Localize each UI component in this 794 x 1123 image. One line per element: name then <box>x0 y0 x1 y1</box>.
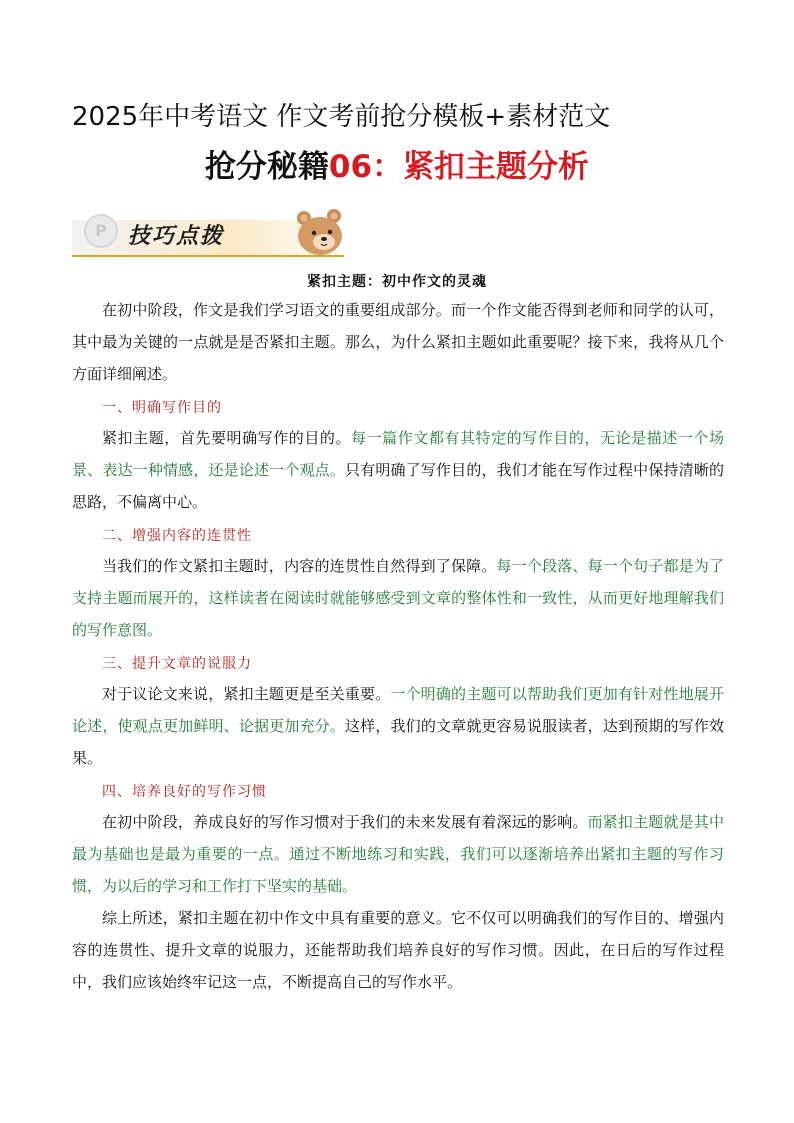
document-main-title: 2025年中考语文 作文考前抢分模板+素材范文 <box>72 102 611 132</box>
conclusion-paragraph: 综上所述，紧扣主题在初中作文中具有重要的意义。它不仅可以明确我们的写作目的、增强内容的连贯性、提升文章的说服力，还能帮助我们培养良好的写作习惯。因此，在日后的写作过程中，我们应该始终牢记这一点，不断提高自己的写作水平。 <box>72 909 724 991</box>
section-paragraph-3: 对于议论文来说，紧扣主题更是至关重要。一个明确的主题可以帮助我们更加有针对性地展开论述，使观点更加鲜明、论据更加充分。这样，我们的文章就更容易说服读者，达到预期的写作效果。 <box>72 685 724 767</box>
subtitle-red-part: 06：紧扣主题分析 <box>328 149 590 185</box>
section-heading-2: 二、增强内容的连贯性 <box>102 528 252 544</box>
coin-letter: P <box>95 221 107 240</box>
section-paragraph-4: 在初中阶段，养成良好的写作习惯对于我们的未来发展有着深远的影响。而紧扣主题就是其中最为基础也是最为重要的一点。通过不断地练习和实践，我们可以逐渐培养出紧扣主题的写作习惯，为以后的学习和工作打下坚实的基础。 <box>72 813 724 895</box>
highlight-text: 每一个段落、每一个句子都是为了支持主题而展开的，这样读者在阅读时就能够感受到文章的整体性和一致性，从而更好地理解我们的写作意图。 <box>72 557 724 639</box>
section-heading-3: 三、提升文章的说服力 <box>102 656 252 672</box>
section-heading-1: 一、明确写作目的 <box>102 400 222 416</box>
article-title: 紧扣主题：初中作文的灵魂 <box>307 274 487 290</box>
section-paragraph-1: 紧扣主题，首先要明确写作的目的。每一篇作文都有其特定的写作目的，无论是描述一个场景、表达一种情感，还是论述一个观点。只有明确了写作目的，我们才能在写作过程中保持清晰的思路，不偏离中心。 <box>72 429 724 511</box>
tips-banner <box>72 206 344 256</box>
section-paragraph-2: 当我们的作文紧扣主题时，内容的连贯性自然得到了保障。每一个段落、每一个句子都是为了支持主题而展开的，这样读者在阅读时就能够感受到文章的整体性和一致性，从而更好地理解我们的写作意图。 <box>72 557 724 639</box>
highlight-text: 一个明确的主题可以帮助我们更加有针对性地展开论述，使观点更加鲜明、论据更加充分。 <box>72 685 724 735</box>
document-subtitle <box>0 146 794 188</box>
coin-icon <box>84 214 118 248</box>
intro-paragraph: 在初中阶段，作文是我们学习语文的重要组成部分。而一个作文能否得到老师和同学的认可，其中最为关键的一点就是是否紧扣主题。那么，为什么紧扣主题如此重要呢？接下来，我将从几个方面详细阐述。 <box>72 301 724 383</box>
subtitle-black-part: 抢分秘籍 <box>204 149 329 185</box>
section-heading-4: 四、培养良好的写作习惯 <box>102 784 267 800</box>
banner-label: 技巧点拨 <box>128 224 225 249</box>
highlight-text: 而紧扣主题就是其中最为基础也是最为重要的一点。通过不断地练习和实践，我们可以逐渐培养出紧扣主题的写作习惯，为以后的学习和工作打下坚实的基础。 <box>72 813 724 895</box>
highlight-text: 每一篇作文都有其特定的写作目的，无论是描述一个场景、表达一种情感，还是论述一个观点。 <box>72 429 724 479</box>
bear-mascot-icon <box>290 206 354 258</box>
